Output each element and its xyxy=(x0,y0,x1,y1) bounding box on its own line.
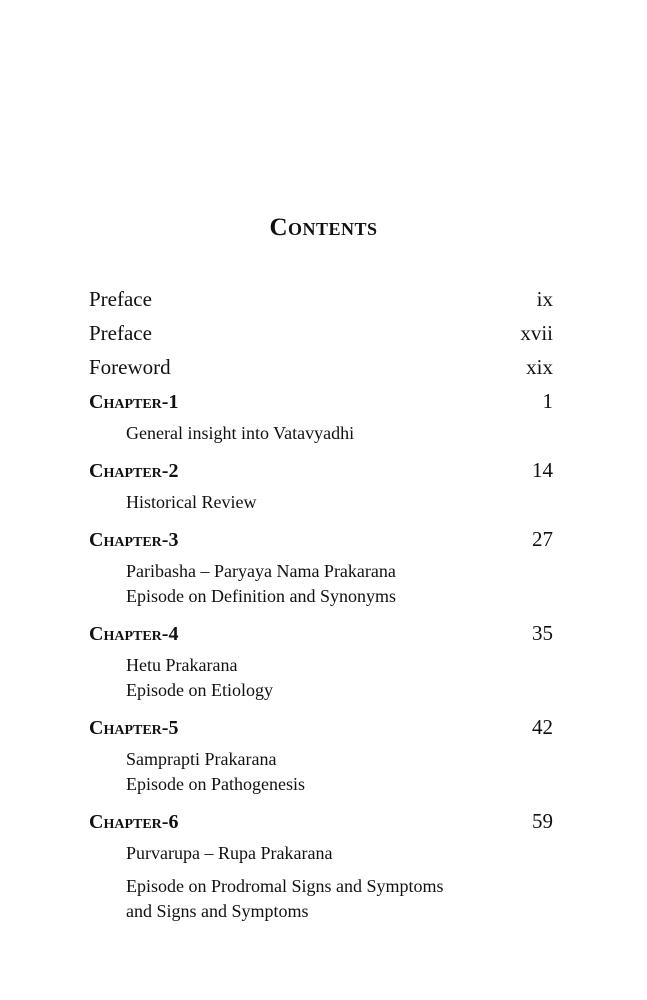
toc-chapter-1 xyxy=(89,388,553,415)
chapter-subtitle: General insight into Vatavyadhi xyxy=(126,423,355,443)
chapter-2-description xyxy=(126,490,553,515)
toc-entry-label: Foreword xyxy=(89,355,171,379)
chapter-subtitle: Historical Review xyxy=(126,492,257,512)
chapter-1-description xyxy=(126,421,553,446)
toc-entry-label: Preface xyxy=(89,321,152,345)
chapter-label: Chapter-2 xyxy=(89,460,179,482)
chapter-subtitle-english: Episode on Prodromal Signs and Symptoms xyxy=(126,876,444,896)
toc-chapter-5 xyxy=(89,714,553,741)
chapter-subtitle-english: Episode on Etiology xyxy=(126,680,273,700)
toc-entry-foreword xyxy=(89,354,553,380)
chapter-subtitle: Samprapti Prakarana xyxy=(126,749,277,769)
chapter-label: Chapter-1 xyxy=(89,391,179,413)
toc-entry-preface-second xyxy=(89,320,553,346)
toc-entry-page: xvii xyxy=(520,321,553,345)
chapter-subtitle-english-continued: and Signs and Symptoms xyxy=(126,901,309,921)
chapter-page: 59 xyxy=(532,809,553,833)
toc-chapter-3 xyxy=(89,526,553,553)
chapter-label: Chapter-3 xyxy=(89,529,179,551)
toc-chapter-2 xyxy=(89,457,553,484)
toc-entry-label: Preface xyxy=(89,287,152,311)
chapter-page: 14 xyxy=(532,458,553,482)
chapter-5-description xyxy=(126,747,553,797)
chapter-page: 35 xyxy=(532,621,553,645)
chapter-label: Chapter-4 xyxy=(89,623,179,645)
toc-entry-page: xix xyxy=(526,355,553,379)
chapter-page: 1 xyxy=(542,389,553,413)
chapter-subtitle-english: Episode on Definition and Synonyms xyxy=(126,586,396,606)
toc-entry-page: ix xyxy=(536,287,553,311)
chapter-page: 42 xyxy=(532,715,553,739)
chapter-subtitle: Hetu Prakarana xyxy=(126,655,238,675)
toc-chapter-4 xyxy=(89,620,553,647)
chapter-label: Chapter-6 xyxy=(89,811,179,833)
table-of-contents xyxy=(89,286,553,935)
chapter-subtitle-english: Episode on Pathogenesis xyxy=(126,774,305,794)
chapter-label: Chapter-5 xyxy=(89,717,179,739)
chapter-4-description xyxy=(126,653,553,703)
chapter-6-description xyxy=(126,841,553,924)
chapter-subtitle: Purvarupa – Rupa Prakarana xyxy=(126,843,333,863)
chapter-page: 27 xyxy=(532,527,553,551)
chapter-3-description xyxy=(126,559,553,609)
chapter-subtitle: Paribasha – Paryaya Nama Prakarana xyxy=(126,561,396,581)
toc-entry-preface xyxy=(89,286,553,312)
page-title: Contents xyxy=(269,214,378,241)
toc-chapter-6 xyxy=(89,808,553,835)
